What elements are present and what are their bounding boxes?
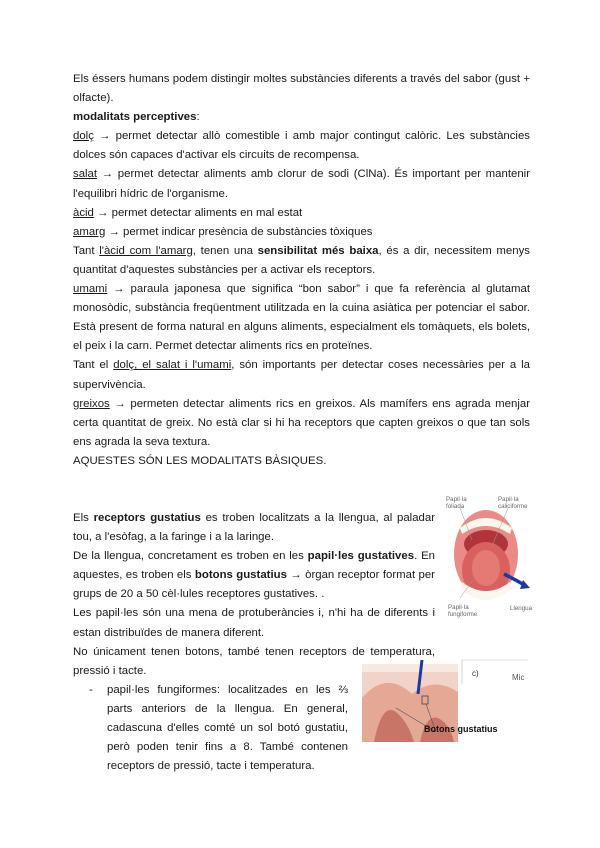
papiles-paragraph: De la llengua, concretament es troben en les papil·les gustatives. En aquestes, es troben els botons gustatius → òrgan receptor format per grups de 20 a 50 cèl·lules receptores gustatives. . (73, 550, 436, 601)
papilla-figure (356, 658, 528, 754)
amarg-term: amarg (73, 225, 106, 238)
modalitats-heading: modalitats perceptives: (73, 111, 200, 124)
umami-term: umami (73, 283, 108, 296)
receptors-section (73, 509, 435, 681)
modalitats-heading-text: modalitats perceptives (73, 111, 197, 124)
salat-paragraph: salat → permet detectar aliments amb clorur de sodi (ClNa). És important per mantenir l'equilibri hídric de l'organisme. (73, 168, 530, 200)
tongue-figure (446, 488, 538, 618)
acid-term: àcid (73, 206, 94, 219)
basiques-line: AQUESTES SÓN LES MODALITATS BÀSIQUES. (73, 454, 327, 467)
intro-paragraph: Els éssers humans podem distingir moltes substàncies diferents a través del sabor (gust + olfacte). (73, 73, 530, 105)
receptors-paragraph: Els receptors gustatius es troben localitzats a la llengua, al paladar tou, a l'esòfag, a la faringe i a la laringe. (73, 511, 435, 544)
salat-term: salat (73, 168, 98, 181)
figure1-label-foliada-2: foliada (446, 503, 465, 510)
amarg-paragraph: amarg → permet indicar presència de substàncies tòxiques (73, 225, 373, 238)
botons-paragraph: No únicament tenen botons, també tenen receptors de temperatura, pressió i tacte. (73, 645, 435, 677)
figure1-label-caliciforme-1: Papil·la (498, 496, 519, 503)
figure1-label-caliciforme-2: caliciforme (498, 503, 528, 510)
figure1-label-llengua: Llengua (510, 605, 533, 612)
protuberancies-paragraph: Les papil·les són una mena de protuberàncies i, n'hi ha de diferents i estan distribuïdes de manera diferent. (73, 607, 435, 639)
greixos-term: greixos (73, 397, 110, 410)
greixos-paragraph: greixos → permeten detectar aliments rics en greixos. Als mamífers ens agrada menjar certa quantitat de greix. No està clar si hi ha receptors que capten greixos o que tan sols ens agrada la seva textura. (73, 397, 530, 448)
figure2-label-botons: Botons gustatius (424, 724, 498, 734)
dolc-paragraph: dolç → permet detectar allò comestible i amb major contingut calòric. Les substàncies dolces són capaces d'activar els circuits de recompensa. (73, 130, 530, 162)
list-item: - papil·les fungiformes: localitzades en les ⅔ parts anteriors de la llengua. En general, cadascuna d'elles comté un sol botó gustatiu, però poden tenir fins a 8. També contenen receptors de pressió, tacte i temperatura. (73, 681, 348, 776)
figure2-label-mic: Mic (512, 673, 525, 682)
figure1-label-fungiforme-2: fungiforme (448, 611, 478, 618)
dolc-term: dolç (73, 130, 94, 143)
acid-paragraph: àcid → permet detectar aliments en mal estat (73, 206, 303, 219)
tant-dolc-salat-paragraph: Tant el dolç, el salat i l'umami, són importants per detectar coses necessàries per a la supervivència. (73, 359, 530, 391)
figure1-label-fungiforme-1: Papil·la (448, 604, 469, 611)
figure1-label-foliada-1: Papil·la (446, 496, 467, 503)
figure2-label-c: c) (472, 669, 479, 678)
umami-paragraph: umami → paraula japonesa que significa “bon sabor” i que fa referència al glutamat monosòdic, substància freqüentment utilitzada en la cuina asiàtica per potenciar el sabor. Està present de forma natural en alguns aliments, especialment els tomàquets, els bolets, el peix i la carn. Permet detectar aliments rics en proteïnes. (73, 283, 530, 353)
tant-acid-amarg-paragraph: Tant l'àcid com l'amarg, tenen una sensibilitat més baixa, és a dir, necessitem menys quantitat d'aquestes substàncies per a activar els receptors. (73, 244, 530, 276)
